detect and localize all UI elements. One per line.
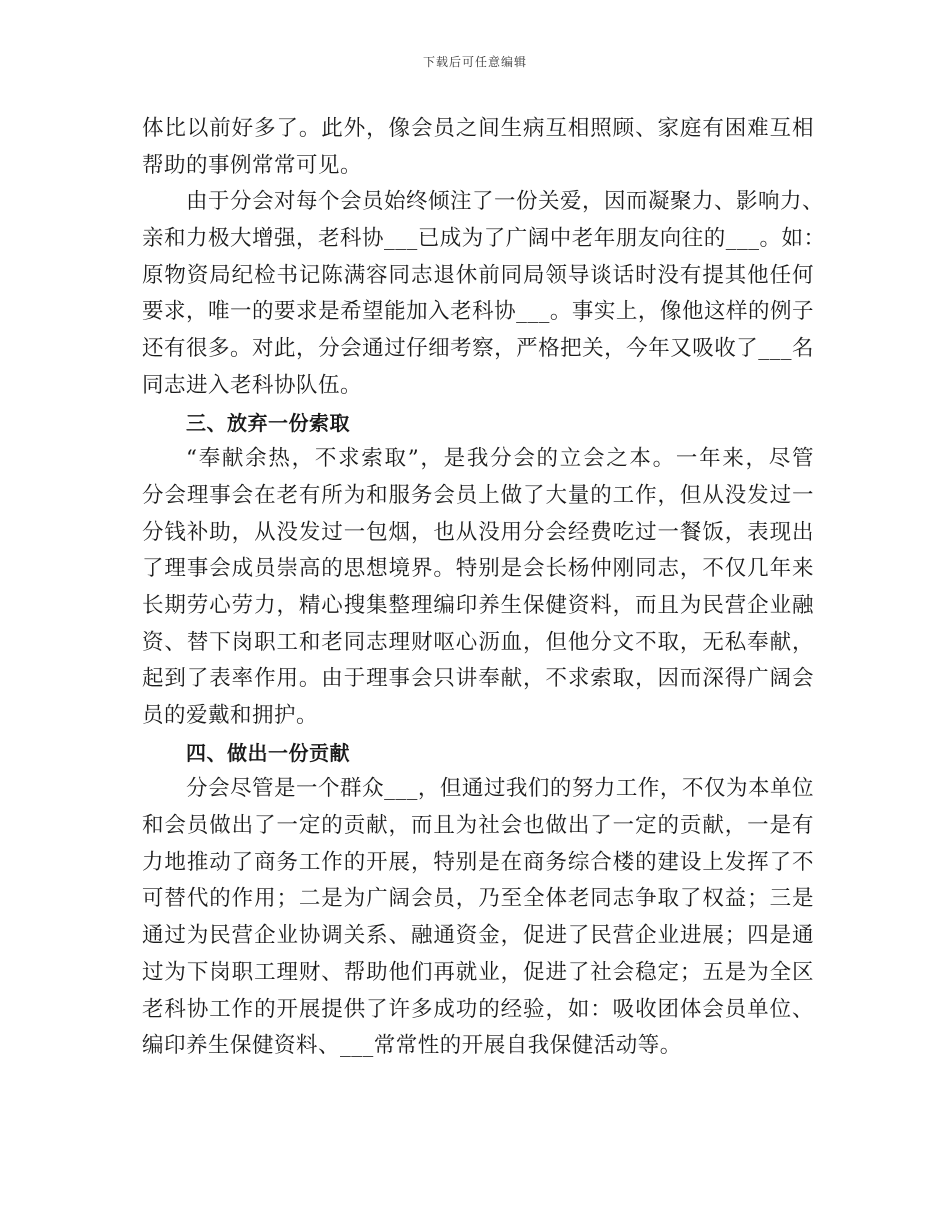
body-line: 可替代的作用；二是为广阔会员，乃至全体老同志争取了权益；三是 <box>142 886 814 912</box>
body-line: 编印养生保健资料、___常常性的开展自我保健活动等。 <box>142 1033 682 1059</box>
body-line: 分钱补助，从没发过一包烟，也从没用分会经费吃过一餐饭，表现出 <box>142 519 814 545</box>
body-line: 通过为民营企业协调关系、融通资金，促进了民营企业进展；四是通 <box>142 923 814 949</box>
body-line: 分会尽管是一个群众___，但通过我们的努力工作，不仅为本单位 <box>186 776 814 802</box>
body-line: 帮助的事例常常可见。 <box>142 152 363 178</box>
body-line: 和会员做出了一定的贡献，而且为社会也做出了一定的贡献，一是有 <box>142 813 814 839</box>
body-line: 老科协工作的开展提供了许多成功的经验，如：吸收团体会员单位、 <box>142 996 814 1022</box>
body-line: “奉献余热，不求索取”，是我分会的立会之本。一年来，尽管 <box>186 446 814 472</box>
body-line: 分会理事会在老有所为和服务会员上做了大量的工作，但从没发过一 <box>142 482 814 508</box>
body-line: 起到了表率作用。由于理事会只讲奉献，不求索取，因而深得广阔会 <box>142 666 814 692</box>
body-line: 资、替下岗职工和老同志理财呕心沥血，但他分文不取，无私奉献， <box>142 629 814 655</box>
body-line: 员的爱戴和拥护。 <box>142 703 319 728</box>
document-body <box>142 111 826 1065</box>
body-line: 原物资局纪检书记陈满容同志退休前同局领导谈话时没有提其他任何 <box>142 262 814 288</box>
body-line: 过为下岗职工理财、帮助他们再就业，促进了社会稳定；五是为全区 <box>142 959 814 985</box>
body-line: 亲和力极大增强，老科协___已成为了广阔中老年朋友向往的___。如： <box>142 226 826 252</box>
page-header: 下载后可任意编辑 <box>422 55 527 69</box>
body-line: 同志进入老科协队伍。 <box>142 372 363 398</box>
body-line: 还有很多。对此，分会通过仔细考察，严格把关，今年又吸收了___名 <box>142 336 814 362</box>
body-line: 了理事会成员崇高的思想境界。特别是会长杨仲刚同志，不仅几年来 <box>142 556 814 582</box>
section-heading: 三、放弃一份索取 <box>186 410 350 435</box>
body-line: 要求，唯一的要求是希望能加入老科协___。事实上，像他这样的例子 <box>142 299 814 325</box>
section-heading: 四、做出一份贡献 <box>186 740 350 765</box>
body-line: 体比以前好多了。此外，像会员之间生病互相照顾、家庭有困难互相 <box>142 116 814 141</box>
body-line: 力地推动了商务工作的开展，特别是在商务综合楼的建设上发挥了不 <box>142 849 814 875</box>
body-line: 长期劳心劳力，精心搜集整理编印养生保健资料，而且为民营企业融 <box>142 592 814 618</box>
body-line: 由于分会对每个会员始终倾注了一份关爱，因而凝聚力、影响力、 <box>186 189 825 215</box>
